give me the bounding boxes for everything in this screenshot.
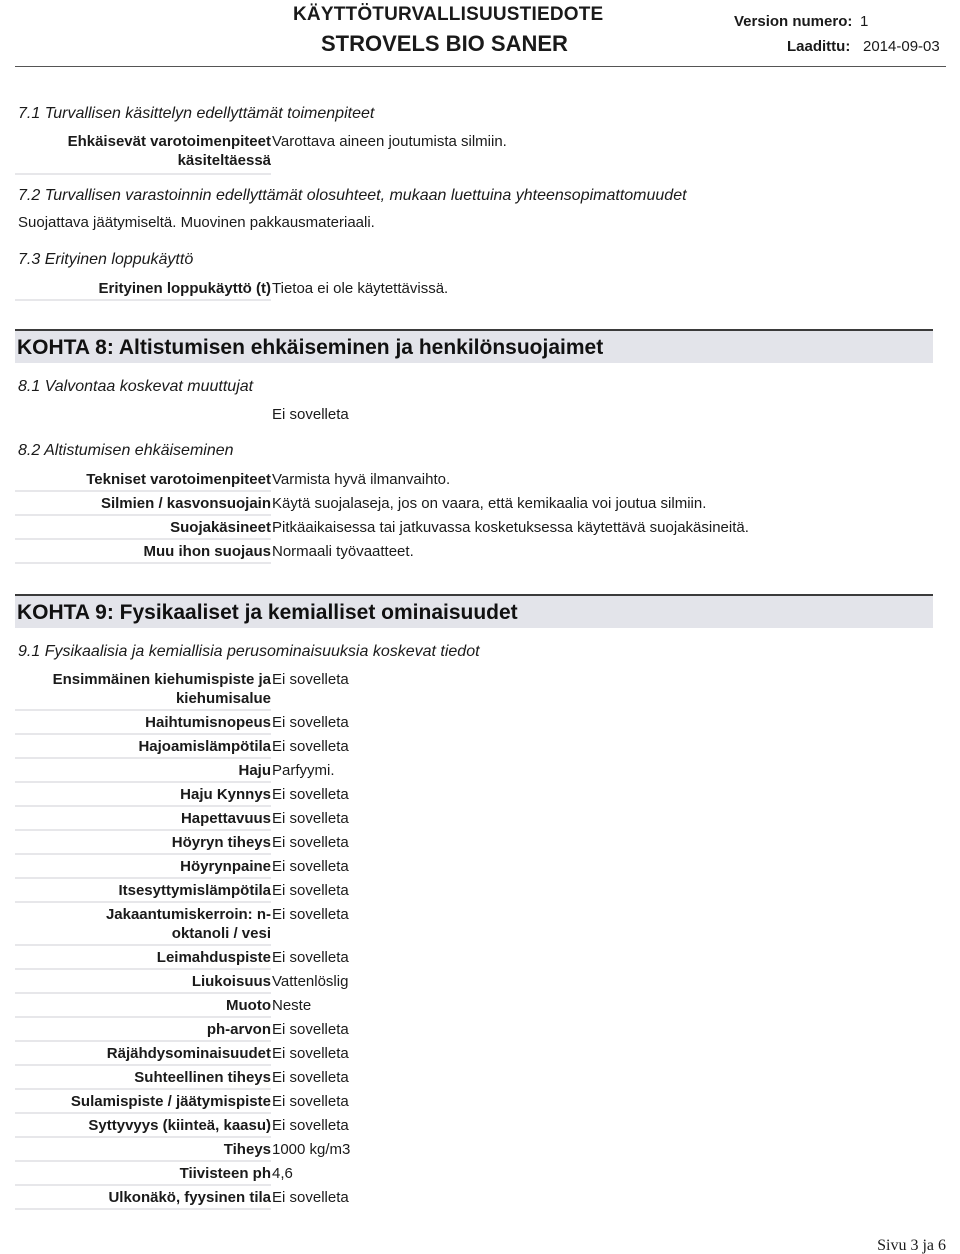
property-label — [15, 1164, 271, 1183]
property-label — [15, 1140, 271, 1159]
property-label-line: Hajoamislämpötila — [138, 738, 271, 755]
storage-text: Suojattava jäätymiseltä. Muovinen pakkausmateriaali. — [18, 214, 375, 231]
row-label-gloves: Suojakäsineet — [15, 518, 271, 537]
property-value: Ei sovelleta — [272, 949, 349, 966]
row-value-precautions: Varottava aineen joutumista silmiin. — [272, 133, 507, 150]
property-label — [15, 948, 271, 967]
property-label-line: Ulkonäkö, fyysinen tila — [108, 1189, 271, 1206]
property-value: Ei sovelleta — [272, 1093, 349, 1110]
property-value: Ei sovelleta — [272, 1117, 349, 1134]
property-label-line: Haju Kynnys — [180, 786, 271, 803]
row-value-skin-protection: Normaali työvaatteet. — [272, 543, 414, 560]
property-value: 1000 kg/m3 — [272, 1141, 351, 1158]
property-label — [15, 670, 271, 708]
property-label-line: ph-arvon — [206, 1021, 271, 1038]
date-label: Laadittu: — [787, 38, 851, 55]
property-label-line: Syttyvyys (kiinteä, kaasu) — [88, 1117, 271, 1134]
property-value: Ei sovelleta — [272, 882, 349, 899]
property-label — [15, 713, 271, 732]
property-value: Ei sovelleta — [272, 834, 349, 851]
row-value-gloves: Pitkäaikaisessa tai jatkuvassa kosketuksessa käytettävä suojakäsineitä. — [272, 519, 749, 536]
product-name: STROVELS BIO SANER — [321, 31, 568, 56]
property-value: Parfyymi. — [272, 762, 335, 779]
subsection-8-1-heading: 8.1 Valvontaa koskevat muuttujat — [18, 378, 254, 395]
property-label — [15, 761, 271, 780]
property-label — [15, 972, 271, 991]
property-label-line: Sulamispiste / jäätymispiste — [70, 1093, 271, 1110]
property-label — [15, 1044, 271, 1063]
subsection-7-3-heading: 7.3 Erityinen loppukäyttö — [18, 251, 194, 268]
property-label-line: Itsesyttymislämpötila — [118, 882, 271, 899]
property-value: Ei sovelleta — [272, 1021, 349, 1038]
property-label-line: Ensimmäinen kiehumispiste ja — [52, 671, 271, 688]
row-value-technical: Varmista hyvä ilmanvaihto. — [272, 471, 451, 488]
control-params-value: Ei sovelleta — [272, 406, 349, 423]
property-value: Ei sovelleta — [272, 1069, 349, 1086]
property-value: Ei sovelleta — [272, 1045, 349, 1062]
property-value: Ei sovelleta — [272, 906, 349, 923]
property-label — [15, 785, 271, 804]
section-9-title: KOHTA 9: Fysikaaliset ja kemialliset ominaisuudet — [17, 601, 518, 624]
property-label — [15, 1188, 271, 1207]
property-label-line: Muoto — [226, 997, 271, 1014]
section-8-bar — [15, 329, 933, 363]
property-label — [15, 857, 271, 876]
property-label-line: Jakaantumiskerroin: n- — [105, 906, 271, 923]
property-label — [15, 1020, 271, 1039]
row-label-precautions-line2: käsiteltäessä — [177, 152, 271, 169]
property-label — [15, 1092, 271, 1111]
property-value: Ei sovelleta — [272, 1189, 349, 1206]
property-label-line: Leimahduspiste — [156, 949, 271, 966]
property-value: Ei sovelleta — [272, 671, 349, 688]
property-value: Ei sovelleta — [272, 858, 349, 875]
property-label — [15, 881, 271, 900]
version-label: Version numero: — [734, 13, 853, 30]
document-title: KÄYTTÖTURVALLISUUSTIEDOTE — [293, 4, 604, 25]
property-label — [15, 1116, 271, 1135]
property-label-line: Tiivisteen ph — [179, 1165, 271, 1182]
row-label-precautions — [15, 132, 271, 172]
property-value: Ei sovelleta — [272, 738, 349, 755]
property-label — [15, 809, 271, 828]
property-label-line: Suhteellinen tiheys — [134, 1069, 271, 1086]
property-label-line: oktanoli / vesi — [171, 925, 271, 942]
version-value: 1 — [860, 13, 869, 30]
subsection-7-1-heading: 7.1 Turvallisen käsittelyn edellyttämät toimenpiteet — [18, 105, 375, 122]
property-label-line: Höyryn tiheys — [171, 834, 271, 851]
property-label-line: Räjähdysominaisuudet — [106, 1045, 271, 1062]
property-value: Vattenlöslig — [272, 973, 349, 990]
subsection-9-1-heading: 9.1 Fysikaalisia ja kemiallisia perusominaisuuksia koskevat tiedot — [18, 643, 480, 660]
page-number: Sivu 3 ja 6 — [877, 1237, 946, 1254]
row-label-precautions-line1: Ehkäisevät varotoimenpiteet — [67, 133, 271, 150]
row-label-technical: Tekniset varotoimenpiteet — [15, 470, 271, 489]
property-label-line: Hapettavuus — [180, 810, 271, 827]
property-label-line: kiehumisalue — [175, 690, 271, 707]
property-label-line: Liukoisuus — [191, 973, 271, 990]
subsection-8-2-heading: 8.2 Altistumisen ehkäiseminen — [18, 442, 234, 459]
row-label-eye-protection: Silmien / kasvonsuojain — [15, 494, 271, 513]
property-value: Ei sovelleta — [272, 786, 349, 803]
row-label-end-use: Erityinen loppukäyttö (t) — [15, 279, 271, 298]
property-label-line: Tiheys — [223, 1141, 271, 1158]
property-label — [15, 833, 271, 852]
property-value: Neste — [272, 997, 312, 1014]
date-value: 2014-09-03 — [863, 38, 940, 55]
version-info — [734, 13, 868, 30]
property-value: Ei sovelleta — [272, 714, 349, 731]
property-label — [15, 905, 271, 943]
row-value-end-use: Tietoa ei ole käytettävissä. — [272, 280, 449, 297]
property-label-line: Höyrynpaine — [180, 858, 271, 875]
row-value-eye-protection: Käytä suojalaseja, jos on vaara, että kemikaalia voi joutua silmiin. — [272, 495, 707, 512]
section-9-bar — [15, 594, 933, 628]
property-label-line: Haihtumisnopeus — [145, 714, 271, 731]
header-rule — [15, 66, 946, 67]
property-label — [15, 737, 271, 756]
property-label — [15, 1068, 271, 1087]
property-label-line: Haju — [238, 762, 271, 779]
property-value: 4,6 — [272, 1165, 293, 1182]
row-label-skin-protection: Muu ihon suojaus — [15, 542, 271, 561]
property-label — [15, 996, 271, 1015]
subsection-7-2-heading: 7.2 Turvallisen varastoinnin edellyttämät olosuhteet, mukaan luettuina yhteensopimattomuudet — [18, 187, 687, 204]
section-8-title: KOHTA 8: Altistumisen ehkäiseminen ja henkilönsuojaimet — [17, 336, 604, 359]
date-info — [787, 38, 940, 55]
property-value: Ei sovelleta — [272, 810, 349, 827]
